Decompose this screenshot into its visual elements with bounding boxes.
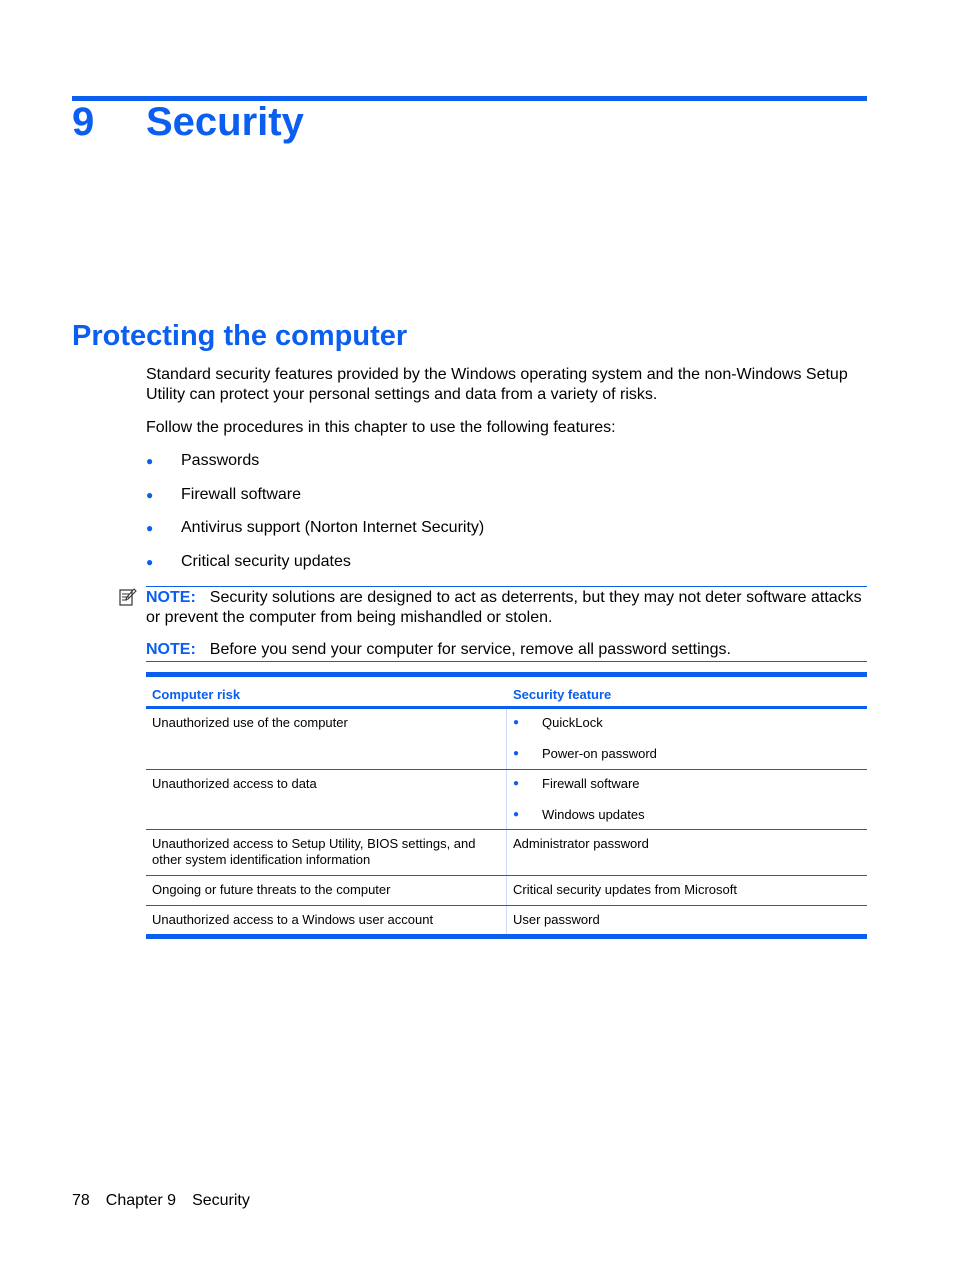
- list-item: ● Critical security updates: [146, 551, 867, 585]
- note-icon: [118, 587, 138, 607]
- bullet-icon: ●: [513, 717, 520, 728]
- bullet-icon: ●: [146, 487, 154, 502]
- table-row: [146, 830, 867, 876]
- note-text: Security solutions are designed to act as deterrents, but they may not deter software attacks or prevent the computer from being mishandled or stolen.: [146, 589, 862, 626]
- header-computer-risk: Computer risk: [152, 687, 241, 702]
- note-label: NOTE:: [146, 589, 196, 606]
- note-label: NOTE:: [146, 641, 196, 658]
- table-row: [146, 709, 867, 770]
- section-title: Protecting the computer: [72, 320, 408, 352]
- bullet-icon: ●: [513, 778, 520, 789]
- bullet-icon: ●: [146, 555, 154, 570]
- bullet-icon: ●: [146, 521, 154, 536]
- chapter-heading: [72, 100, 304, 150]
- bullet-icon: ●: [513, 809, 520, 820]
- table-header: [146, 677, 867, 709]
- feature-list: [146, 450, 867, 585]
- list-item: ● Passwords: [146, 450, 867, 484]
- page-number: 78: [72, 1192, 90, 1209]
- header-security-feature: Security feature: [513, 687, 612, 702]
- list-item: ● Firewall software: [146, 484, 867, 518]
- risk-cell: Unauthorized access to Setup Utility, BIOS settings, and other system identification information: [146, 830, 507, 875]
- footer-title: Security: [192, 1192, 250, 1209]
- follow-paragraph: Follow the procedures in this chapter to use the following features:: [146, 419, 616, 436]
- page-footer: [72, 1192, 266, 1210]
- chapter-number: 9: [72, 100, 95, 144]
- table-row: [146, 876, 867, 906]
- note-service: [146, 640, 867, 662]
- footer-chapter: Chapter 9: [105, 1192, 177, 1209]
- feature-cell: Critical security updates from Microsoft: [513, 882, 737, 897]
- list-item: ● Antivirus support (Norton Internet Security): [146, 517, 867, 551]
- bullet-icon: ●: [146, 454, 154, 468]
- feature-cell: ● Firewall software ● Windows updates: [507, 770, 867, 829]
- note-deterrents: [146, 586, 867, 627]
- feature-cell: ● QuickLock ● Power-on password: [507, 709, 867, 769]
- table-row: [146, 770, 867, 830]
- table-row: [146, 906, 867, 934]
- feature-cell: Administrator password: [513, 836, 649, 851]
- bullet-icon: ●: [513, 748, 520, 759]
- note-text: Before you send your computer for service, remove all password settings.: [209, 641, 731, 658]
- risk-cell: Unauthorized access to data: [146, 770, 507, 829]
- risk-cell: Unauthorized access to a Windows user account: [146, 906, 507, 934]
- risk-cell: Ongoing or future threats to the computer: [146, 876, 507, 905]
- risk-table: [146, 672, 867, 939]
- risk-cell: Unauthorized use of the computer: [146, 709, 507, 769]
- feature-cell: User password: [513, 912, 600, 927]
- chapter-title: Security: [146, 100, 304, 144]
- intro-paragraph: Standard security features provided by the Windows operating system and the non-Windows Setup Utility can protect your personal settings and data from a variety of risks.: [146, 366, 848, 403]
